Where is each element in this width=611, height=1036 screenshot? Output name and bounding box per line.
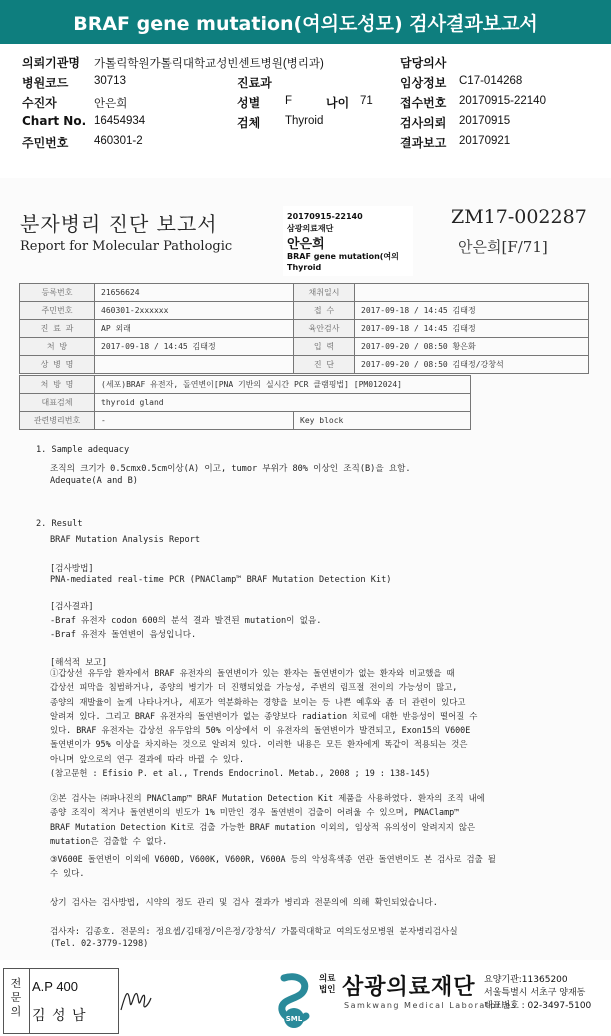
sticker-test: BRAF gene mutation(여의 <box>287 252 399 261</box>
org-address-block <box>484 974 591 1013</box>
sml-logo-icon <box>270 972 318 1030</box>
result-value: 20170921 <box>459 135 511 147</box>
signer-line: 검사자: 김종호. 전문의: 정요셉/김태정/이은정/강창석/ 가톨릭대학교 여의도성모병원 분자병리검사실 <box>50 927 458 937</box>
sticker-specimen: Thyroid <box>287 263 322 272</box>
org-prefix-line1: 의료 <box>319 974 336 984</box>
order-table <box>19 375 471 430</box>
table-label: 입 력 <box>294 338 355 356</box>
department-label: 진료과 <box>237 76 272 90</box>
table-row <box>20 338 589 356</box>
sticker-patient: 안은희 <box>287 237 325 252</box>
table-value: 2017-09-20 / 08:50 황은화 <box>355 338 589 356</box>
interp-line: ②본 검사는 ㈜파나진의 PNAClamp™ BRAF Mutation Detection Kit 제품을 사용하였다. 환자의 조직 내에 <box>50 793 485 803</box>
logo-text: SML <box>285 1015 303 1023</box>
receipt-value: 20170915-22140 <box>459 95 546 107</box>
institution-label: 의뢰기관명 <box>22 56 80 70</box>
table-value: Key block <box>294 412 471 430</box>
ap-number: A.P 400 <box>32 979 79 994</box>
table-value: (세포)BRAF 유전자, 돌연변이[PNA 기반의 실시간 PCR 클램핑법] [PM012024] <box>95 376 471 394</box>
interp-line: 종양의 재발율이 높게 나타나거나, 세포가 역분화하는 경향을 보이는 등 나쁜 예후와 좀 더 관련이 있다고 <box>50 696 466 707</box>
clinical-value: C17-014268 <box>459 75 523 87</box>
section1-title: 1. Sample adequacy <box>36 445 130 455</box>
table-value: 21656624 <box>95 284 294 302</box>
org-name: 삼광의료재단 <box>342 975 476 1000</box>
table-label: 대표검체 <box>20 394 95 412</box>
section1-line1: 조직의 크기가 0.5cmx0.5cm이상(A) 이고, tumor 부위가 80% 이상인 조직(B)을 요함. <box>50 464 411 474</box>
result-label: 결과보고 <box>400 136 447 150</box>
table-label: 상 병 명 <box>20 356 95 374</box>
interp-line: 돌연변이가 95% 이상을 차지하는 것으로 알려져 있다. 이러한 내용은 모든 환자에게 똑같이 적용되는 것은 <box>50 739 468 750</box>
table-value: 2017-09-18 / 14:45 김태정 <box>355 302 589 320</box>
interp-line: 갑상선 피막을 침범하거나, 종양의 병기가 더 진행되었을 가능성, 주변의 림프절 전이의 가능성이 많고, <box>50 682 458 693</box>
org-phone: 대표번호 : 02-3497-5100 <box>484 1001 592 1011</box>
report-title-bar <box>0 0 611 44</box>
table-label: 관련병리번호 <box>20 412 95 430</box>
table-label: 등록번호 <box>20 284 95 302</box>
doctor-label: 담당의사 <box>400 56 447 70</box>
interp-paragraph-3 <box>50 852 598 881</box>
patient-label: 수진자 <box>22 96 57 110</box>
org-english-name: Samkwang Medical Laboratories <box>344 1001 518 1010</box>
table-label: 주민번호 <box>20 302 95 320</box>
sex-label: 성별 <box>237 96 261 110</box>
patient-value: 안은희 <box>94 98 128 110</box>
specialist-info-box <box>28 968 119 1034</box>
request-value: 20170915 <box>459 115 511 127</box>
report-title-en: Report for Molecular Pathologic <box>20 239 233 254</box>
institution-value: 가톨릭학원가톨릭대학교성빈센트병원(병리과) <box>94 58 324 70</box>
specimen-label: 검체 <box>237 116 261 130</box>
sex-value: F <box>285 95 293 107</box>
case-number: ZM17-002287 <box>451 206 587 228</box>
org-address: 서울특별시 서초구 양재동 <box>484 988 586 998</box>
table-value: 460301-2xxxxxx <box>95 302 294 320</box>
table-row <box>20 394 471 412</box>
table-value <box>95 356 294 374</box>
report-title-ko: 분자병리 진단 보고서 <box>20 212 218 236</box>
specialist-vertical-label: 전문의 <box>10 977 22 1018</box>
lab-telephone: (Tel. 02-3779-1298) <box>50 939 149 949</box>
interp-heading: [해석적 보고] <box>50 658 108 668</box>
table-value <box>355 284 589 302</box>
table-row <box>20 412 471 430</box>
info-table <box>19 283 589 374</box>
hospital-code-value: 30713 <box>94 75 126 87</box>
specimen-sticker <box>283 206 413 276</box>
specimen-value: Thyroid <box>285 115 324 127</box>
signature-icon <box>118 982 154 1018</box>
sticker-org: 삼광의료재단 <box>287 224 334 233</box>
result-line1: -Braf 유전자 codon 600의 분석 결과 발견된 mutation이 없음. <box>50 616 322 626</box>
table-row <box>20 356 589 374</box>
table-value: 2017-09-18 / 14:45 김태정 <box>355 320 589 338</box>
chart-value: 16454934 <box>94 115 146 127</box>
table-row <box>20 302 589 320</box>
report-title: BRAF gene mutation(여의도성모) 검사결과보고서 <box>73 12 538 35</box>
specialist-box <box>3 968 30 1034</box>
interp-line: BRAF Mutation Detection Kit로 검출 가능한 BRAF mutation 이외의, 임상적 유의성이 알려지지 않은 <box>50 821 476 832</box>
table-value: 2017-09-20 / 08:50 김태정/강창석 <box>355 356 589 374</box>
org-prefix-line2: 법인 <box>319 985 336 995</box>
section2-sub: BRAF Mutation Analysis Report <box>50 535 201 545</box>
interp-line: 알려져 있다. 그리고 BRAF 유전자의 돌연변이가 없는 종양보다 radiation 치료에 대한 반응성이 떨어질 수 <box>50 710 478 721</box>
table-label: 육안검사 <box>294 320 355 338</box>
receipt-label: 접수번호 <box>400 96 447 110</box>
interp-line: ①갑상선 유두암 환자에서 BRAF 유전자의 돌연변이가 있는 환자는 돌연변이가 없는 환자와 비교했을 때 <box>50 668 455 678</box>
table-value: - <box>95 412 294 430</box>
table-label: 채취일시 <box>294 284 355 302</box>
footer <box>0 960 611 1036</box>
sticker-number: 20170915-22140 <box>287 212 363 221</box>
request-label: 검사의뢰 <box>400 116 447 130</box>
section1-line2: Adequate(A and B) <box>50 476 138 486</box>
age-value: 71 <box>360 95 373 107</box>
method-heading: [검사방법] <box>50 564 94 574</box>
table-row <box>20 284 589 302</box>
table-value: AP 외래 <box>95 320 294 338</box>
specialist-name: 김 성 남 <box>32 1008 87 1024</box>
interp-paragraph-1 <box>50 666 598 780</box>
interp-line: ③V600E 돌연변이 이외에 V600D, V600K, V600R, V600A 등의 악성흑색종 연관 돌연변이도 본 검사로 검출 될 <box>50 854 496 864</box>
table-label: 진 료 과 <box>20 320 95 338</box>
interp-line: mutation은 검출할 수 없다. <box>50 835 168 846</box>
org-license: 요양기관:11365200 <box>484 975 568 985</box>
table-value: 2017-09-18 / 14:45 김태정 <box>95 338 294 356</box>
result-heading: [검사결과] <box>50 602 94 612</box>
table-row <box>20 320 589 338</box>
header-info <box>0 44 611 154</box>
section2-title: 2. Result <box>36 519 83 529</box>
table-label: 접 수 <box>294 302 355 320</box>
closing-statement: 상기 검사는 검사방법, 시약의 정도 관리 및 검사 결과가 병리과 전문의에 의해 확인되었습니다. <box>50 898 438 908</box>
table-label: 처 방 <box>20 338 95 356</box>
result-line2: -Braf 유전자 돌연변이 음성입니다. <box>50 630 197 640</box>
interp-paragraph-2 <box>50 791 598 848</box>
case-patient: 안은희[F/71] <box>458 238 548 256</box>
age-label: 나이 <box>326 96 350 110</box>
table-value: thyroid gland <box>95 394 471 412</box>
interp-line: 아니며 앞으로의 연구 결과에 따라 바뀔 수 있다. <box>50 753 245 764</box>
resident-value: 460301-2 <box>94 135 143 147</box>
chart-label: Chart No. <box>22 114 87 128</box>
hospital-code-label: 병원코드 <box>22 76 69 90</box>
table-label: 진 단 <box>294 356 355 374</box>
interp-line: (참고문헌 : Efisio P. et al., Trends Endocrinol. Metab., 2008 ; 19 : 138-145) <box>50 768 431 779</box>
interp-line: 있다. BRAF 유전자는 갑상선 유두암의 50% 이상에서 이 유전자의 돌연변이가 발견되고, Exon15의 V600E <box>50 725 471 736</box>
interp-line: 종양 조직이 적거나 돌연변이의 빈도가 1% 미만인 경우 돌연변이 검출이 어려울 수 있으며, PNAClamp™ <box>50 807 460 818</box>
clinical-label: 임상정보 <box>400 76 447 90</box>
table-row <box>20 376 471 394</box>
table-label: 처 방 명 <box>20 376 95 394</box>
interp-line: 수 있다. <box>50 868 85 879</box>
method-text: PNA-mediated real-time PCR (PNAClamp™ BRAF Mutation Detection Kit) <box>50 575 392 585</box>
org-prefix <box>319 974 335 996</box>
resident-label: 주민번호 <box>22 136 69 150</box>
scanned-report <box>0 178 611 960</box>
